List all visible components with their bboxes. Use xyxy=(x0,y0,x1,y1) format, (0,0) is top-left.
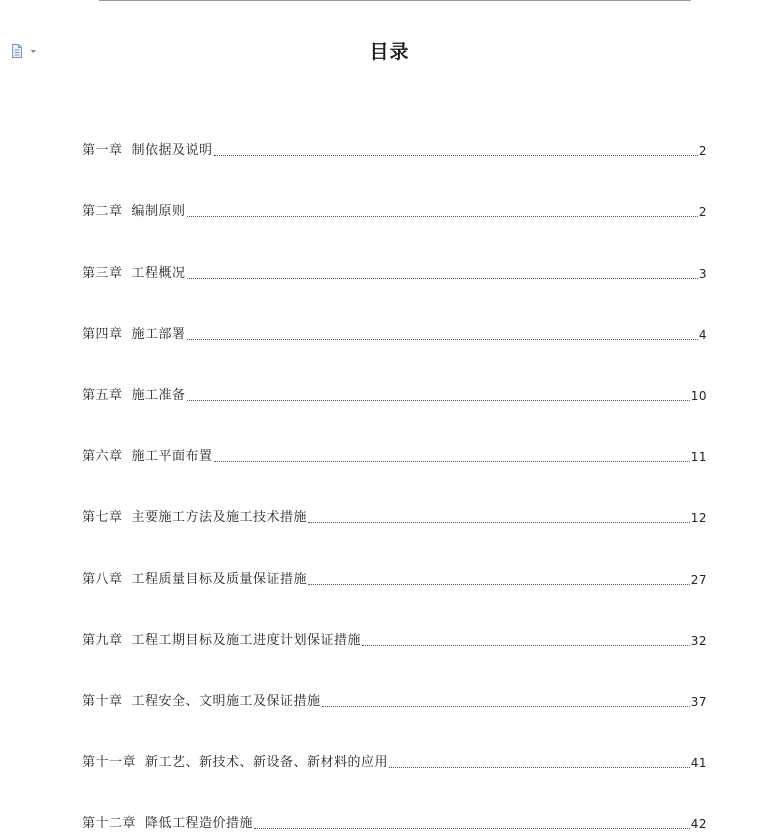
toc-entry-5[interactable] xyxy=(82,346,707,407)
dot-leader xyxy=(187,338,698,340)
toc-entry-7[interactable] xyxy=(82,468,707,529)
page-top-border xyxy=(99,0,691,1)
toc-entry-11[interactable] xyxy=(82,713,707,774)
page-number: 42 xyxy=(690,817,707,832)
dot-leader xyxy=(214,154,698,156)
chapter-title: 工程质量目标及质量保证措施 xyxy=(131,571,308,587)
toc-entry-12[interactable] xyxy=(82,774,707,835)
chapter-number: 第九章 xyxy=(82,632,123,648)
dot-leader xyxy=(187,215,698,217)
chapter-title: 工程安全、文明施工及保证措施 xyxy=(131,693,321,709)
chapter-title: 施工准备 xyxy=(131,387,186,403)
dot-leader xyxy=(389,766,690,768)
toc-entry-9[interactable] xyxy=(82,591,707,652)
page-number: 27 xyxy=(690,572,707,587)
page-number: 2 xyxy=(698,205,707,220)
chapter-number: 第十章 xyxy=(82,693,123,709)
chapter-number: 第四章 xyxy=(82,326,123,342)
page-number: 4 xyxy=(698,327,707,342)
toc-entry-1[interactable] xyxy=(82,101,707,162)
page-number: 10 xyxy=(690,388,707,403)
chapter-title: 施工平面布置 xyxy=(131,449,213,465)
chapter-number: 第三章 xyxy=(82,265,123,281)
toc-entry-6[interactable] xyxy=(82,407,707,468)
page-number: 41 xyxy=(690,756,707,771)
dot-leader xyxy=(187,399,690,401)
page-number: 3 xyxy=(698,266,707,281)
page-number: 2 xyxy=(698,144,707,159)
table-of-contents xyxy=(82,101,707,835)
chapter-title: 工程工期目标及施工进度计划保证措施 xyxy=(131,632,362,648)
chapter-number: 第六章 xyxy=(82,449,123,465)
chapter-number: 第二章 xyxy=(82,204,123,220)
page-number: 11 xyxy=(690,450,707,465)
chapter-title: 制依据及说明 xyxy=(131,143,213,159)
dot-leader xyxy=(214,460,690,462)
chapter-title: 新工艺、新技术、新设备、新材料的应用 xyxy=(145,755,389,771)
dot-leader xyxy=(308,521,690,523)
dot-leader xyxy=(187,277,698,279)
dot-leader xyxy=(254,827,690,829)
chapter-title: 编制原则 xyxy=(131,204,186,220)
chapter-title: 主要施工方法及施工技术措施 xyxy=(131,510,308,526)
chapter-title: 降低工程造价措施 xyxy=(145,816,254,832)
chapter-title: 施工部署 xyxy=(131,326,186,342)
toc-entry-4[interactable] xyxy=(82,285,707,346)
toc-entry-2[interactable] xyxy=(82,162,707,223)
toc-entry-10[interactable] xyxy=(82,652,707,713)
dot-leader xyxy=(322,705,690,707)
toc-entry-8[interactable] xyxy=(82,529,707,590)
chapter-number: 第十二章 xyxy=(82,816,137,832)
toc-entry-3[interactable] xyxy=(82,223,707,284)
chapter-number: 第一章 xyxy=(82,143,123,159)
page-number: 12 xyxy=(690,511,707,526)
dot-leader xyxy=(362,644,690,646)
chapter-title: 工程概况 xyxy=(131,265,186,281)
page-number: 32 xyxy=(690,633,707,648)
page-title: 目录 xyxy=(369,41,410,63)
page-number: 37 xyxy=(690,694,707,709)
chapter-number: 第八章 xyxy=(82,571,123,587)
dot-leader xyxy=(308,583,690,585)
chapter-number: 第七章 xyxy=(82,510,123,526)
chapter-number: 第五章 xyxy=(82,387,123,403)
chapter-number: 第十一章 xyxy=(82,755,137,771)
